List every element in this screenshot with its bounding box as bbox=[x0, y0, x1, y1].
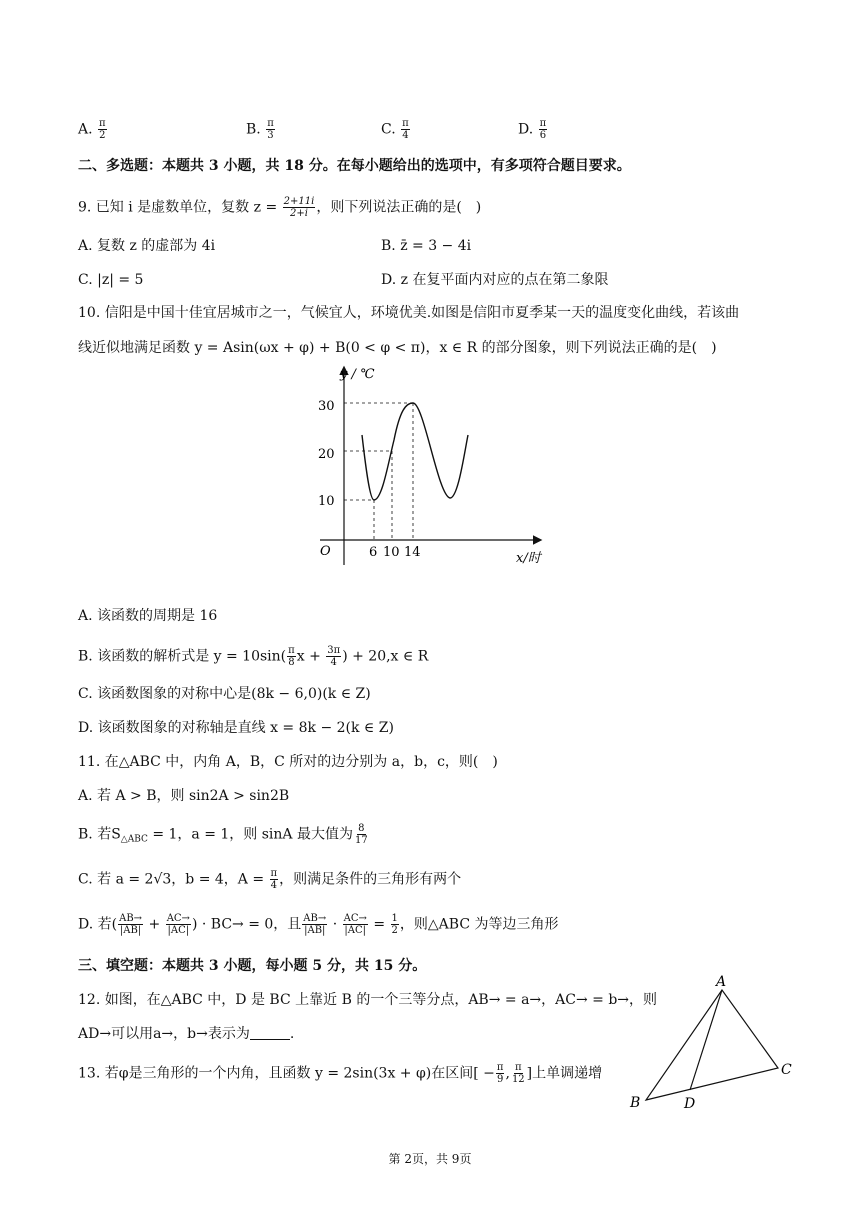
vertex-label-b: B bbox=[630, 1095, 641, 1111]
origin-label: O bbox=[320, 544, 331, 559]
question-9-option-a: A. 复数 z 的虚部为 4i bbox=[78, 238, 216, 254]
y-tick-label: 10 bbox=[318, 494, 335, 509]
question-10-option-c: C. 该函数图象的对称中心是(8k − 6,0)(k ∈ Z) bbox=[78, 686, 371, 702]
fraction: $\frac{\pi}{8}$ bbox=[288, 645, 295, 668]
y-axis-label: y / ℃ bbox=[340, 367, 375, 382]
fraction: $\frac{\pi}{12}$ bbox=[511, 1062, 525, 1085]
temperature-curve bbox=[362, 403, 468, 500]
fraction: $\frac{\pi}{9}$ bbox=[496, 1062, 504, 1085]
question-12-line-2: AD→可以用a→，b→表示为 . bbox=[78, 1026, 295, 1042]
fraction: $\frac{AC\to}{|AC|}$ bbox=[343, 913, 367, 936]
section-heading-multi-choice: 二、多选题：本题共 3 小题，共 18 分。在每小题给出的选项中，有多项符合题目要求。 bbox=[78, 158, 631, 174]
question-10-option-b: B. 该函数的解析式是 y = 10sin( $\frac{\pi}{8}$ x + $\frac{3\pi}{4}$ ) + 20,x ∈ R bbox=[78, 645, 429, 668]
question-12-line-1: 12. 如图，在△ABC 中，D 是 BC 上靠近 B 的一个三等分点，AB→ = a→，AC→ = b→，则 bbox=[78, 992, 658, 1008]
x-tick-label: 6 bbox=[369, 545, 378, 560]
page-footer: 第 2页，共 9页 bbox=[388, 1152, 472, 1166]
option-b: B. $\frac{\pi}{3}$ bbox=[246, 118, 274, 141]
fraction: $\frac{\pi}{4}$ bbox=[270, 868, 278, 891]
answer-blank[interactable] bbox=[250, 1025, 290, 1040]
option-c: C. $\frac{\pi}{4}$ bbox=[381, 118, 409, 141]
option-d: D. $\frac{\pi}{6}$ bbox=[518, 118, 547, 141]
question-10-line-1: 10. 信阳是中国十佳宜居城市之一，气候宜人，环境优美.如图是信阳市夏季某一天的温度变化曲线，若该曲 bbox=[78, 305, 740, 321]
question-10-option-d: D. 该函数图象的对称轴是直线 x = 8k − 2(k ∈ Z) bbox=[78, 720, 394, 736]
fraction: $\frac{AB\to}{|AB|}$ bbox=[119, 913, 143, 936]
fraction: $\frac{\pi}{4}$ bbox=[402, 118, 409, 141]
question-9-option-d: D. z 在复平面内对应的点在第二象限 bbox=[381, 272, 609, 288]
fraction: $\frac{\pi}{2}$ bbox=[99, 118, 106, 141]
question-9-option-b: B. z̄ = 3 − 4i bbox=[381, 238, 472, 254]
point-label-d: D bbox=[684, 1096, 696, 1112]
vertex-label-a: A bbox=[716, 974, 727, 990]
vertex-label-c: C bbox=[781, 1062, 792, 1078]
fraction: $\frac{AB\to}{|AB|}$ bbox=[303, 913, 327, 936]
segment-ad bbox=[690, 990, 722, 1090]
question-11-stem: 11. 在△ABC 中，内角 A，B，C 所对的边分别为 a，b，c，则( ) bbox=[78, 754, 498, 770]
x-tick-label: 14 bbox=[404, 545, 421, 560]
fraction: $\frac{AC\to}{|AC|}$ bbox=[166, 913, 190, 936]
question-13-stem: 13. 若φ是三角形的一个内角，且函数 y = 2sin(3x + φ)在区间[ − $\frac{\pi}{9}$ , $\frac{\pi}{12}$ ]上单调递增 bbox=[78, 1062, 603, 1085]
fraction: $\frac{\pi}{3}$ bbox=[267, 118, 274, 141]
x-tick-label: 10 bbox=[383, 545, 400, 560]
question-11-option-c: C. 若 a = 2√3，b = 4，A = $\frac{\pi}{4}$ ，则满足条件的三角形有两个 bbox=[78, 868, 462, 891]
temperature-graph bbox=[300, 360, 560, 575]
x-axis-label: x/时 bbox=[516, 551, 541, 566]
question-9-stem: 9. 已知 i 是虚数单位，复数 z = $\frac{2+11i}{2+i}$ ，则下列说法正确的是( ) bbox=[78, 196, 482, 219]
triangle-figure bbox=[620, 970, 800, 1115]
guide-lines bbox=[344, 403, 413, 540]
question-11-option-b: B. 若$S_{\triangle ABC} = 1$，a = 1，则 sinA 最大值为 $\frac{8}{17}$ bbox=[78, 823, 368, 846]
section-heading-fill-in: 三、填空题：本题共 3 小题，每小题 5 分，共 15 分。 bbox=[78, 958, 427, 974]
question-9-option-c: C. |z| = 5 bbox=[78, 272, 144, 288]
question-10-line-2: 线近似地满足函数 y = Asin(ωx + φ) + B(0 < φ < π)，x ∈ R 的部分图象，则下列说法正确的是( ) bbox=[78, 340, 717, 356]
fraction: $\frac{\pi}{6}$ bbox=[539, 118, 547, 141]
question-11-option-d: D. 若( $\frac{AB\to}{|AB|}$ + $\frac{AC\to}{|AC|}$ ) · BC→ = 0，且 $\frac{AB\to}{|AB|}$ · $\frac{AC\to}{|AC|}$ = $\frac{1}{2}$ ，则△ABC 为等边三角形 bbox=[78, 913, 559, 936]
y-tick-label: 20 bbox=[318, 447, 335, 462]
fraction: $\frac{2+11i}{2+i}$ bbox=[283, 196, 315, 219]
triangle-abc bbox=[646, 990, 778, 1100]
question-11-option-a: A. 若 A > B，则 sin2A > sin2B bbox=[78, 788, 290, 804]
question-10-option-a: A. 该函数的周期是 16 bbox=[78, 608, 218, 624]
fraction: $\frac{3\pi}{4}$ bbox=[327, 645, 341, 668]
fraction: $\frac{8}{17}$ bbox=[355, 823, 368, 846]
y-tick-label: 30 bbox=[318, 399, 335, 414]
option-a: A. $\frac{\pi}{2}$ bbox=[78, 118, 106, 141]
fraction: $\frac{1}{2}$ bbox=[391, 913, 398, 936]
